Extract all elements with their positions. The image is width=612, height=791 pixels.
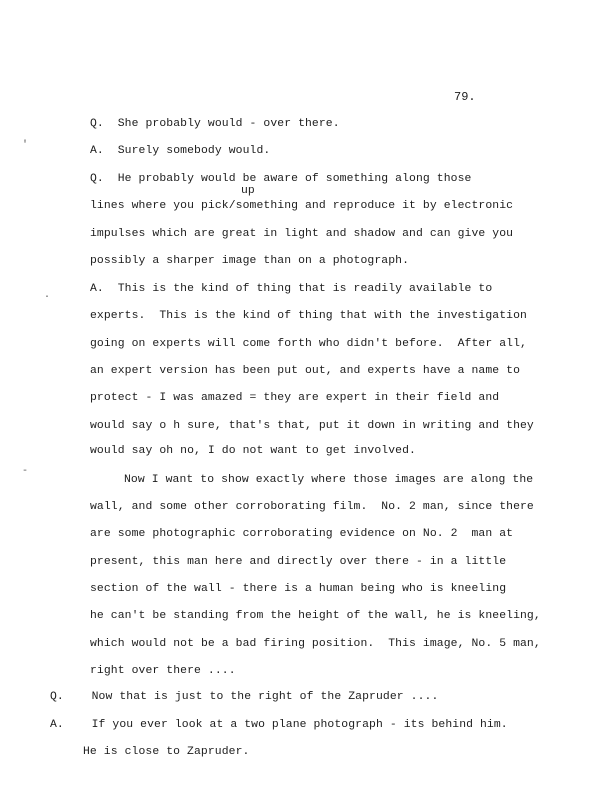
text-line: Now I want to show exactly where those images are along the [124, 474, 534, 486]
text-line: present, this man here and directly over there - in a little [90, 556, 507, 568]
text-line: an expert version has been put out, and experts have a name to [90, 365, 521, 377]
text-line: would say oh no, I do not want to get involved. [90, 445, 416, 457]
text-line: would say o h sure, that's that, put it down in writing and they [90, 420, 534, 432]
text-line: section of the wall - there is a human being who is kneeling [90, 583, 507, 595]
text-line: going on experts will come forth who didn't before. After all, [90, 338, 527, 350]
text-line: lines where you pick/something and reproduce it by electronic [90, 200, 514, 212]
text-line: experts. This is the kind of thing that with the investigation [90, 310, 527, 322]
text-line: which would not be a bad firing position. This image, No. 5 man, [90, 638, 541, 650]
page-number: 79. [454, 90, 476, 104]
text-line: He is close to Zapruder. [83, 746, 250, 758]
text-line: are some photographic corroborating evidence on No. 2 man at [90, 528, 514, 540]
scan-mark: . [44, 290, 51, 301]
text-line: A. This is the kind of thing that is readily available to [90, 283, 493, 295]
scan-mark: ' [22, 140, 29, 151]
text-line: impulses which are great in light and shadow and can give you [90, 228, 514, 240]
text-line: A. If you ever look at a two plane photograph - its behind him. [50, 719, 508, 731]
text-line: possibly a sharper image than on a photograph. [90, 255, 410, 267]
text-line: Q. She probably would - over there. [90, 118, 340, 130]
scan-mark: - [22, 466, 29, 477]
text-line: Q. Now that is just to the right of the Zapruder .... [50, 691, 439, 703]
text-line: right over there .... [90, 665, 236, 677]
text-line: protect - I was amazed = they are expert in their field and [90, 392, 500, 404]
text-line: Q. He probably would be aware of something along those [90, 173, 472, 185]
text-line: he can't be standing from the height of the wall, he is kneeling, [90, 610, 541, 622]
text-line: A. Surely somebody would. [90, 145, 271, 157]
text-line: wall, and some other corroborating film. No. 2 man, since there [90, 501, 534, 513]
text-line: up [241, 185, 255, 197]
